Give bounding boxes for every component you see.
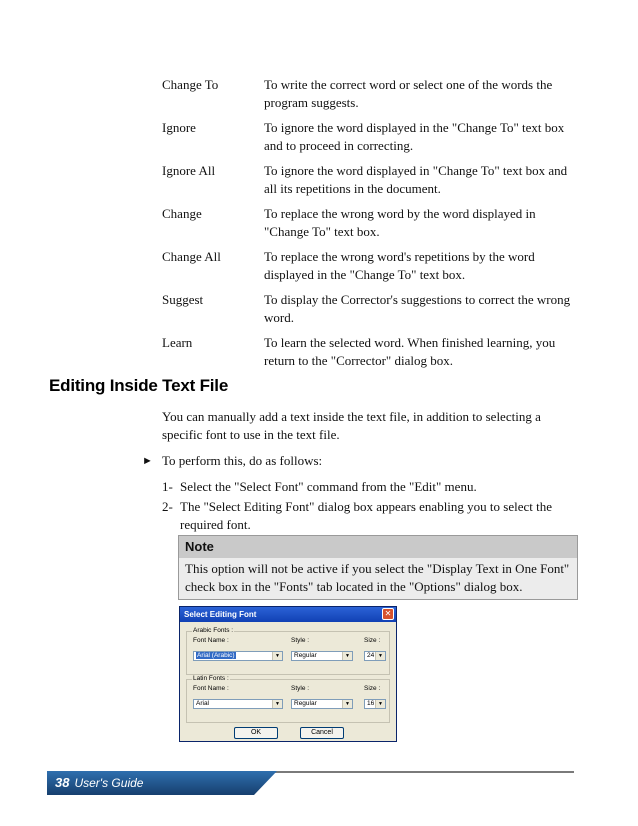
definition-row xyxy=(162,205,582,240)
definition-term: Ignore All xyxy=(162,163,216,178)
definition-row xyxy=(162,334,582,369)
guide-title: User's Guide xyxy=(74,776,144,790)
close-icon[interactable]: ✕ xyxy=(382,608,394,620)
definition-term: Learn xyxy=(162,335,193,350)
size-label: Size : xyxy=(364,685,381,692)
definition-term: Ignore xyxy=(162,120,196,135)
arabic-size-select[interactable] xyxy=(364,651,386,661)
definition-description: To ignore the word displayed in "Change To" text box and all its repetitions in the document. xyxy=(264,163,568,196)
definition-term: Suggest xyxy=(162,292,204,307)
definition-description: To learn the selected word. When finished learning, you return to the "Corrector" dialog box. xyxy=(264,335,556,368)
arrow-bullet-icon: ► xyxy=(142,455,153,467)
latin-fonts-group xyxy=(186,675,390,723)
definition-description: To replace the wrong word's repetitions by the word displayed in the "Change To" text box. xyxy=(264,249,535,282)
footer-rule xyxy=(268,771,574,773)
arabic-fonts-group xyxy=(186,627,390,675)
latin-style-select[interactable] xyxy=(291,699,353,709)
definition-description: To ignore the word displayed in the "Change To" text box and to proceed in correcting. xyxy=(264,120,565,153)
definition-row xyxy=(162,248,582,283)
select-editing-font-dialog xyxy=(179,606,397,742)
definition-row xyxy=(162,291,582,326)
section-heading: Editing Inside Text File xyxy=(49,376,229,395)
bullet-text: To perform this, do as follows: xyxy=(162,453,323,468)
step-item xyxy=(162,498,582,534)
arabic-font-select[interactable] xyxy=(193,651,283,661)
latin-size-select[interactable] xyxy=(364,699,386,709)
definition-description: To display the Corrector's suggestions to correct the wrong word. xyxy=(264,292,571,325)
step-text: The "Select Editing Font" dialog box appears enabling you to select the required font. xyxy=(180,499,552,532)
ok-button[interactable]: OK xyxy=(234,727,278,739)
latin-font-select[interactable] xyxy=(193,699,283,709)
style-label: Style : xyxy=(291,685,310,692)
note-title: Note xyxy=(179,536,577,558)
font-name-label: Font Name : xyxy=(193,637,229,644)
definition-row xyxy=(162,119,582,154)
definition-row xyxy=(162,162,582,197)
note-body: This option will not be active if you select the "Display Text in One Font" check box in the "Fonts" tab located in the "Options" dialog box. xyxy=(179,558,577,599)
arabic-size-value: 24 xyxy=(367,652,375,659)
note-box xyxy=(178,535,578,600)
definition-term: Change To xyxy=(162,77,219,92)
definition-description: To write the correct word or select one of the words the program suggests. xyxy=(264,77,553,110)
step-item xyxy=(162,478,582,496)
style-label: Style : xyxy=(291,637,310,644)
definition-term: Change xyxy=(162,206,202,221)
chevron-down-icon[interactable]: ▼ xyxy=(272,652,282,660)
cancel-button[interactable]: Cancel xyxy=(300,727,344,739)
chevron-down-icon[interactable]: ▼ xyxy=(342,652,352,660)
chevron-down-icon[interactable]: ▼ xyxy=(375,700,385,708)
definition-term: Change All xyxy=(162,249,221,264)
page-number: 38 xyxy=(55,775,70,790)
footer-label xyxy=(55,774,143,792)
dialog-title-bar xyxy=(180,607,396,622)
latin-fonts-label: Latin Fonts : xyxy=(193,675,229,682)
chevron-down-icon[interactable]: ▼ xyxy=(342,700,352,708)
arabic-style-value: Regular xyxy=(294,652,317,659)
step-text: Select the "Select Font" command from the "Edit" menu. xyxy=(180,479,477,494)
font-name-label: Font Name : xyxy=(193,685,229,692)
arabic-style-select[interactable] xyxy=(291,651,353,661)
latin-font-value: Arial xyxy=(196,700,210,707)
definitions-list xyxy=(162,76,582,377)
latin-size-value: 16 xyxy=(367,700,375,707)
step-number: 2- xyxy=(162,499,173,514)
dialog-title: Select Editing Font xyxy=(184,610,257,619)
definition-description: To replace the wrong word by the word displayed in "Change To" text box. xyxy=(264,206,536,239)
chevron-down-icon[interactable]: ▼ xyxy=(272,700,282,708)
arabic-font-value: Arial (Arabic) xyxy=(197,652,235,659)
arabic-fonts-label: Arabic Fonts : xyxy=(193,627,234,634)
intro-paragraph: You can manually add a text inside the text file, in addition to selecting a specific font to use in the text file. xyxy=(162,409,541,442)
size-label: Size : xyxy=(364,637,381,644)
step-number: 1- xyxy=(162,479,173,494)
chevron-down-icon[interactable]: ▼ xyxy=(375,652,385,660)
latin-style-value: Regular xyxy=(294,700,317,707)
definition-row xyxy=(162,76,582,111)
